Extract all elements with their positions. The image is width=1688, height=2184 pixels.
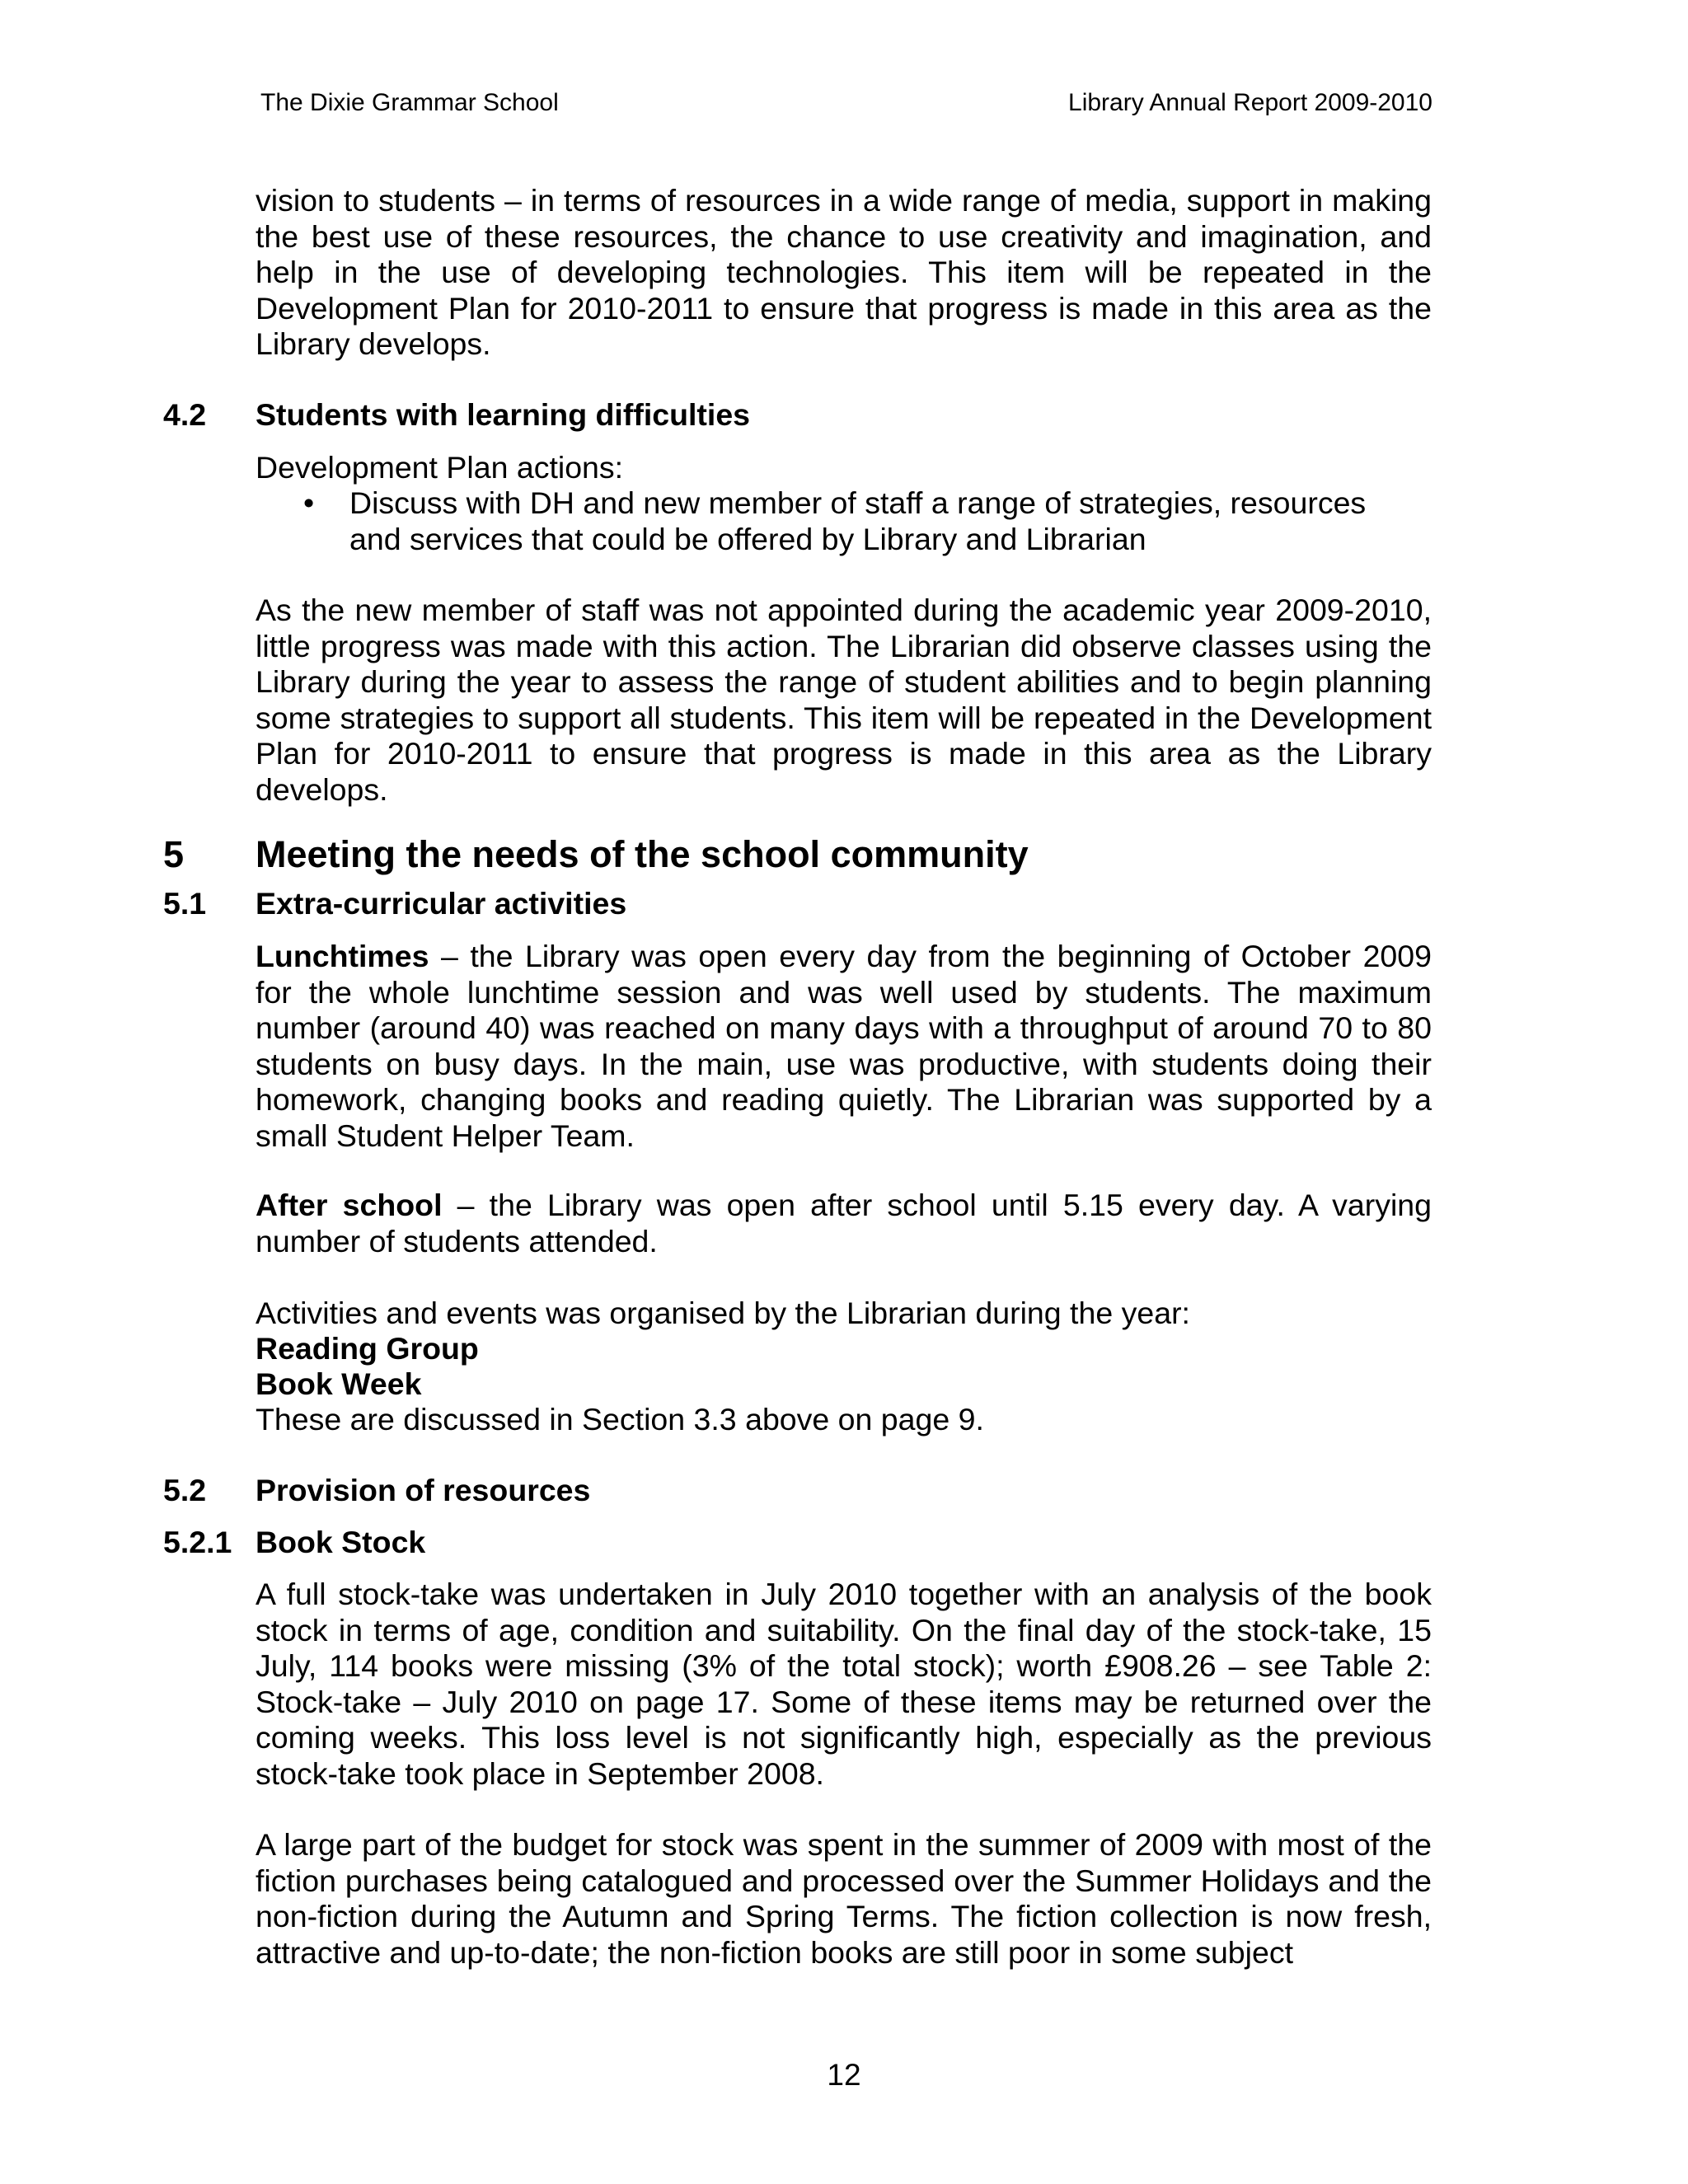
bullet-symbol: • xyxy=(303,485,315,520)
activity-reading-group: Reading Group xyxy=(256,1331,479,1366)
section-number-5-1: 5.1 xyxy=(163,886,207,921)
activities-note: These are discussed in Section 3.3 above on page 9. xyxy=(256,1402,984,1436)
page-number: 12 xyxy=(827,2058,861,2092)
lunchtimes-paragraph xyxy=(256,939,1432,1154)
section-number-5-2: 5.2 xyxy=(163,1473,207,1507)
section-number-5: 5 xyxy=(163,833,185,875)
activities-intro: Activities and events was organised by the Librarian during the year: xyxy=(256,1296,1190,1330)
header-report-title: Library Annual Report 2009-2010 xyxy=(1068,89,1432,116)
bullet-item xyxy=(256,485,1432,557)
section-title-5: Meeting the needs of the school community xyxy=(256,833,1029,875)
bullet-text: Discuss with DH and new member of staff a range of strategies, resources and services that could be offered by Library and Librarian xyxy=(349,485,1367,556)
after-school-paragraph xyxy=(256,1188,1432,1259)
continued-paragraph: vision to students – in terms of resources in a wide range of media, support in making the best use of these resources, the chance to use creativity and imagination, and help in the use of developing technologies. This item will be repeated in the Development Plan for 2010-2011 to ensure that progress is made in this area as the Library develops. xyxy=(256,183,1432,361)
section-number-4-2: 4.2 xyxy=(163,397,207,432)
section-4-2-paragraph: As the new member of staff was not appointed during the academic year 2009-2010, little progress was made with this action. The Librarian did observe classes using the Library during the year to assess the range of student abilities and to begin planning some strategies to support all students. This item will be repeated in the Development Plan for 2010-2011 to ensure that progress is made in this area as the Library develops. xyxy=(256,593,1432,807)
after-school-label: After school xyxy=(256,1188,443,1222)
section-title-5-2: Provision of resources xyxy=(256,1473,591,1507)
section-title-5-1: Extra-curricular activities xyxy=(256,886,627,921)
section-title-4-2: Students with learning difficulties xyxy=(256,397,751,432)
book-stock-paragraph-2: A large part of the budget for stock was spent in the summer of 2009 with most of the fiction purchases being catalogued and processed over the Summer Holidays and the non-fiction during the Autumn and Spring Terms. The fiction collection is now fresh, attractive and up-to-date; the non-fiction books are still poor in some subject xyxy=(256,1827,1432,1970)
development-plan-intro: Development Plan actions: xyxy=(256,450,624,485)
lunchtimes-label: Lunchtimes xyxy=(256,939,429,973)
section-title-5-2-1: Book Stock xyxy=(256,1525,426,1559)
section-number-5-2-1: 5.2.1 xyxy=(163,1525,232,1559)
activity-book-week: Book Week xyxy=(256,1366,422,1401)
after-school-text: – the Library was open after school until 5.15 every day. A varying number of students attended. xyxy=(256,1188,1432,1258)
lunchtimes-text: – the Library was open every day from the beginning of October 2009 for the whole lunchtime session and was well used by students. The maximum number (around 40) was reached on many days with a throughput of around 70 to 80 students on busy days. In the main, use was productive, with students doing their homework, changing books and reading quietly. The Librarian was supported by a small Student Helper Team. xyxy=(256,939,1432,1153)
header-school-name: The Dixie Grammar School xyxy=(260,89,559,116)
book-stock-paragraph-1: A full stock-take was undertaken in July 2010 together with an analysis of the book stock in terms of age, condition and suitability. On the final day of the stock-take, 15 July, 114 books were missing (3% of the total stock); worth £908.26 – see Table 2: Stock-take – July 2010 on page 17. Some of these items may be returned over the coming weeks. This loss level is not significantly high, especially as the previous stock-take took place in September 2008. xyxy=(256,1577,1432,1791)
